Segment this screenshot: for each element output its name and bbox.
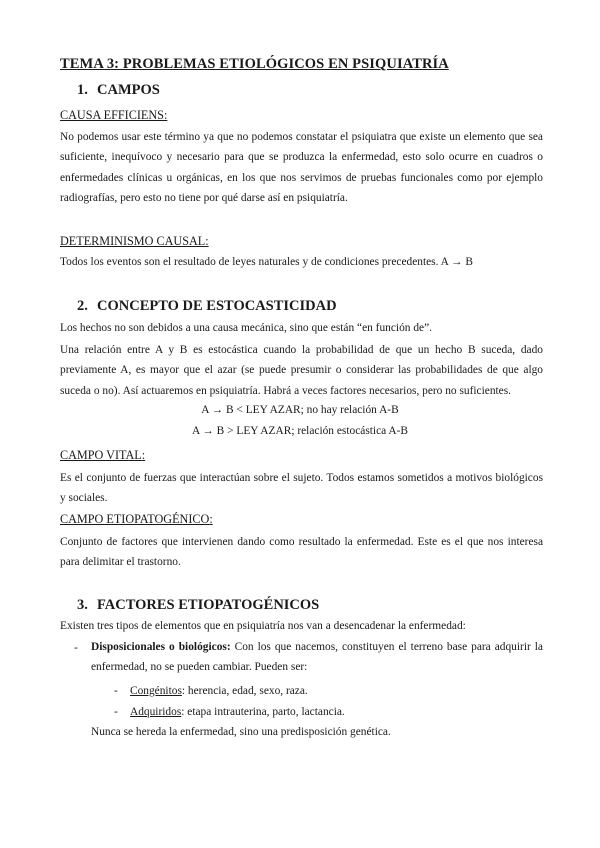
estocasticidad-definition: Una relación entre A y B es estocástica cuando la probabilidad de que un hecho B suceda, dado previamente A, es mayor que el azar (se puede presumir o considerar las probabilidades de que algo suceda o no). Así actuaremos en psiquiatría. Habrá a veces factores necesarios, pero no suficientes.: [60, 344, 543, 397]
formula-no-relation: A → B < LEY AZAR; no hay relación A-B: [201, 404, 399, 416]
campo-vital-colon: :: [141, 448, 146, 462]
causa-efficiens-label-text: CAUSA EFFICIENS: [60, 108, 164, 122]
herencia-note: Nunca se hereda la enfermedad, sino una predisposición genética.: [91, 726, 391, 738]
document-title: TEMA 3: PROBLEMAS ETIOLÓGICOS EN PSIQUIATRÍA: [60, 56, 449, 72]
sub-item-congenitos: [130, 685, 308, 697]
section-1-number: 1.: [77, 82, 88, 98]
determinismo-causal-colon: :: [205, 234, 209, 248]
section-2-number: 2.: [77, 298, 88, 314]
determinismo-causal-label-text: DETERMINISMO CAUSAL: [60, 234, 206, 248]
sub-bullet-dash: -: [114, 685, 118, 697]
list-bullet-dash: -: [74, 642, 78, 654]
section-3-title: FACTORES ETIOPATOGÉNICOS: [97, 597, 320, 613]
section-1-heading: [77, 82, 160, 99]
campo-vital-label-text: CAMPO VITAL: [60, 448, 142, 462]
causa-efficiens-colon: :: [163, 108, 168, 122]
adquiridos-description: : etapa intrauterina, parto, lactancia.: [181, 706, 345, 718]
section-1-title: CAMPOS: [97, 82, 160, 98]
sub-bullet-dash: -: [114, 706, 118, 718]
causa-efficiens-text: No podemos usar este término ya que no podemos constatar el psiquiatra que existe un elemento que sea suficiente, inequívoco y necesario para que se produzca la enfermedad, esto solo ocurre en cuadros o enfermedades clínicas u orgánicas, en los que nos servimos de pruebas funcionales como por ejemplo radiografías, pero esto no tiene por qué darse así en psiquiatría.: [60, 131, 543, 204]
formula-stochastic-relation: A → B > LEY AZAR; relación estocástica A-B: [191, 425, 409, 437]
factores-intro: Existen tres tipos de elementos que en psiquiatría nos van a desencadenar la enfermedad:: [60, 620, 466, 632]
adquiridos-term: Adquiridos: [130, 706, 182, 718]
campo-etiopatogenico-label: [60, 512, 213, 527]
estocasticidad-intro: Los hechos no son debidos a una causa mecánica, sino que están “en función de”.: [60, 322, 432, 334]
section-2-heading: [77, 298, 337, 315]
section-2-title: CONCEPTO DE ESTOCASTICIDAD: [97, 298, 337, 314]
list-item-disposicionales: [91, 637, 543, 678]
campo-etiopatogenico-label-text: CAMPO ETIOPATOGÉNICO: [60, 512, 210, 526]
determinismo-causal-text: Todos los eventos son el resultado de leyes naturales y de condiciones precedentes. A → B: [60, 256, 473, 268]
campo-etiopatogenico-colon: :: [209, 512, 213, 526]
section-3-number: 3.: [77, 597, 88, 613]
section-3-heading: [77, 597, 319, 614]
campo-etiopatogenico-text: Conjunto de factores que intervienen dando como resultado la enfermedad. Este es el que nos interesa para delimitar el trastorno.: [60, 536, 543, 569]
congenitos-term: Congénitos: [130, 685, 182, 697]
causa-efficiens-label: [60, 108, 167, 123]
congenitos-description: : herencia, edad, sexo, raza.: [181, 685, 308, 697]
determinismo-causal-label: [60, 234, 209, 249]
campo-vital-label: [60, 448, 145, 463]
sub-item-adquiridos: [130, 706, 345, 718]
disposicionales-description: Con los que nacemos, constituyen el terreno base para adquirir la enfermedad, no se pueden cambiar. Pueden ser:: [91, 641, 543, 674]
disposicionales-term: Disposicionales o biológicos:: [91, 641, 231, 653]
campo-vital-text: Es el conjunto de fuerzas que interactúan sobre el sujeto. Todos estamos sometidos a motivos biológicos y sociales.: [60, 472, 543, 505]
